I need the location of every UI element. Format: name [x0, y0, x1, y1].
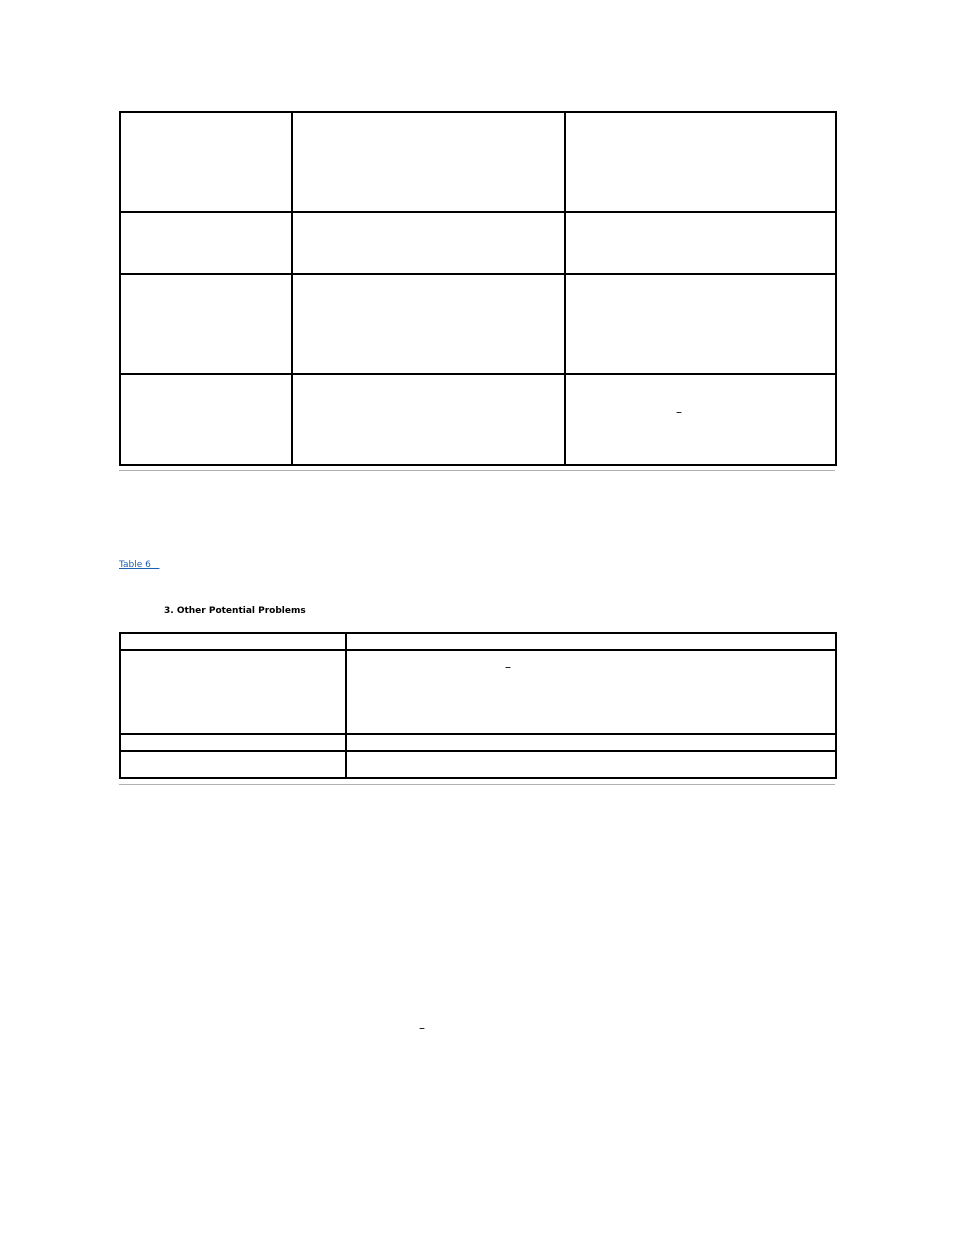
table-row: [120, 112, 836, 212]
table-row: [120, 650, 836, 734]
dash-mark: –: [419, 1021, 425, 1035]
table-cell: [292, 274, 565, 374]
table-row: [120, 374, 836, 465]
table-header-cell: [120, 633, 346, 650]
other-problems-table: [119, 632, 837, 779]
table-cell: [346, 751, 836, 778]
table-cell: [292, 212, 565, 274]
table-cell: [292, 374, 565, 465]
table-row: [120, 212, 836, 274]
dash-mark: –: [676, 405, 682, 419]
table-cell: [120, 751, 346, 778]
table-row: [120, 274, 836, 374]
table-cell: [120, 212, 292, 274]
table-row: [120, 751, 836, 778]
table-cell: [120, 112, 292, 212]
table-cell: [565, 112, 836, 212]
problems-table-top: [119, 111, 837, 466]
table-header-row: [120, 633, 836, 650]
table-cell: [565, 374, 836, 465]
table-cell: [120, 374, 292, 465]
table-cell: [346, 734, 836, 751]
section-divider: [119, 470, 835, 471]
table-header-cell: [346, 633, 836, 650]
table-cell: [120, 734, 346, 751]
table-row: [120, 734, 836, 751]
table-cell: [292, 112, 565, 212]
table-cell: [120, 650, 346, 734]
table-cell: [346, 650, 836, 734]
table-cell: [565, 212, 836, 274]
section-divider: [119, 784, 835, 785]
table-cell: [120, 274, 292, 374]
section-heading: 3. Other Potential Problems: [164, 606, 306, 616]
table-cell: [565, 274, 836, 374]
dash-mark: –: [505, 660, 511, 674]
table-6-link[interactable]: Table 6: [119, 560, 160, 570]
